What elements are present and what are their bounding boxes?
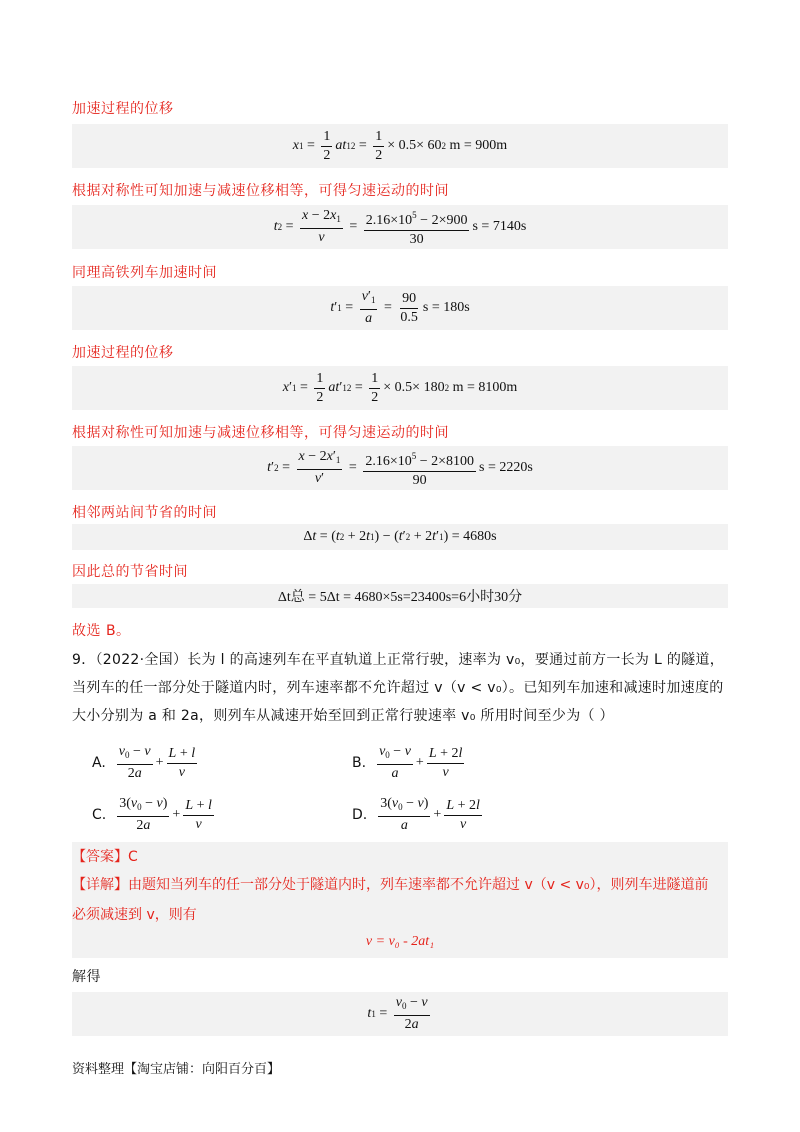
answer-detail: 【详解】由题知当列车的任一部分处于隧道内时，列车速率都不允许超过 v（v < v₀），则列车进隧道前必须减速到 v，则有: [72, 877, 709, 923]
solve-label: 解得: [72, 969, 101, 985]
answer-equation: v = v₀ - 2at₁: [365, 934, 435, 949]
equation-box-t2: t 2 = $\frac{x - 2x_1}{v}$ = $\frac{2.16\times 10^5 - 2\times 900}{30}$ s = 7140s: [72, 205, 728, 249]
question-9-text: 9．（2022·全国）长为 l 的高速列车在平直轨道上正常行驶，速率为 v₀，要通过前方一长为 L 的隧道，当列车的任一部分处于隧道内时，列车速率都不允许超过 v（v < v₀）。已知列车加速和减速时加速度的大小分别为 a 和 2a，则列车从减速开始至回到正常行驶速率 v₀ 所用时间至少为（ ）: [72, 652, 725, 724]
option-a[interactable]: A. $\frac{v_0 - v}{2a}$ + $\frac{L + l}{v}$: [92, 744, 196, 781]
option-b-label: B.: [352, 755, 367, 771]
footer-source: 资料整理【淘宝店铺：向阳百分百】: [72, 1062, 281, 1077]
equation-box-x1: x 1 = $\frac{1}{2}$ at 1 2 = $\frac{1}{2}$ × 0.5× 60 2 m = 900m: [72, 124, 728, 168]
step-label-total-saved: 因此总的节省时间: [72, 564, 188, 580]
step-label-accel-displacement: 加速过程的位移: [72, 101, 174, 117]
equation-box-total: [72, 584, 728, 608]
option-d[interactable]: D. $\frac{3(v_0 - v)}{a}$ + $\frac{L + 2l}{v}$: [352, 796, 480, 833]
step-label-uniform-time-2: 根据对称性可知加速与减速位移相等，可得匀速运动的时间: [72, 425, 449, 441]
equation-total-text: Δt总 = 5Δt = 4680×5s=23400s=6小时30分: [277, 590, 523, 605]
equation-box-x1-prime: x ′ 1 = $\frac{1}{2}$ at ′ 1 2 = $\frac{1}{2}$ × 0.5× 180 2 m = 8100m: [72, 366, 728, 410]
step-label-choice: 故选 B。: [72, 623, 131, 639]
option-d-label: D.: [352, 807, 368, 823]
step-label-accel-displacement-2: 加速过程的位移: [72, 345, 174, 361]
option-b[interactable]: B. $\frac{v_0 - v}{a}$ + $\frac{L + 2l}{v}$: [352, 744, 463, 781]
answer-label: 【答案】C: [72, 849, 138, 865]
equation-box-t1-prime: t ′ 1 = $\frac{v'_1}{a}$ = $\frac{90}{0.5}$ s = 180s: [72, 286, 728, 330]
step-label-uniform-time: 根据对称性可知加速与减速位移相等，可得匀速运动的时间: [72, 183, 449, 199]
step-label-hsr-accel-time: 同理高铁列车加速时间: [72, 265, 217, 281]
option-c-label: C.: [92, 807, 107, 823]
equation-box-t1: t 1 = $\frac{v_0 - v}{2a}$: [72, 992, 728, 1036]
equation-box-t2-prime: t ′ 2 = $\frac{x - 2x'_1}{v'}$ = $\frac{2.16\times 10^5 - 2\times 8100}{90}$ s = 2220s: [72, 446, 728, 490]
equation-box-delta-t: Δ t = ( t 2 + 2 t 1 ) − ( t ′ 2 + 2 t ′ 1 ) = 4680s: [72, 524, 728, 550]
option-a-label: A.: [92, 755, 106, 771]
option-c[interactable]: C. $\frac{3(v_0 - v)}{2a}$ + $\frac{L + l}{v}$: [92, 796, 212, 833]
step-label-saved-time-adjacent: 相邻两站间节省的时间: [72, 505, 217, 521]
answer-box: [72, 842, 728, 958]
